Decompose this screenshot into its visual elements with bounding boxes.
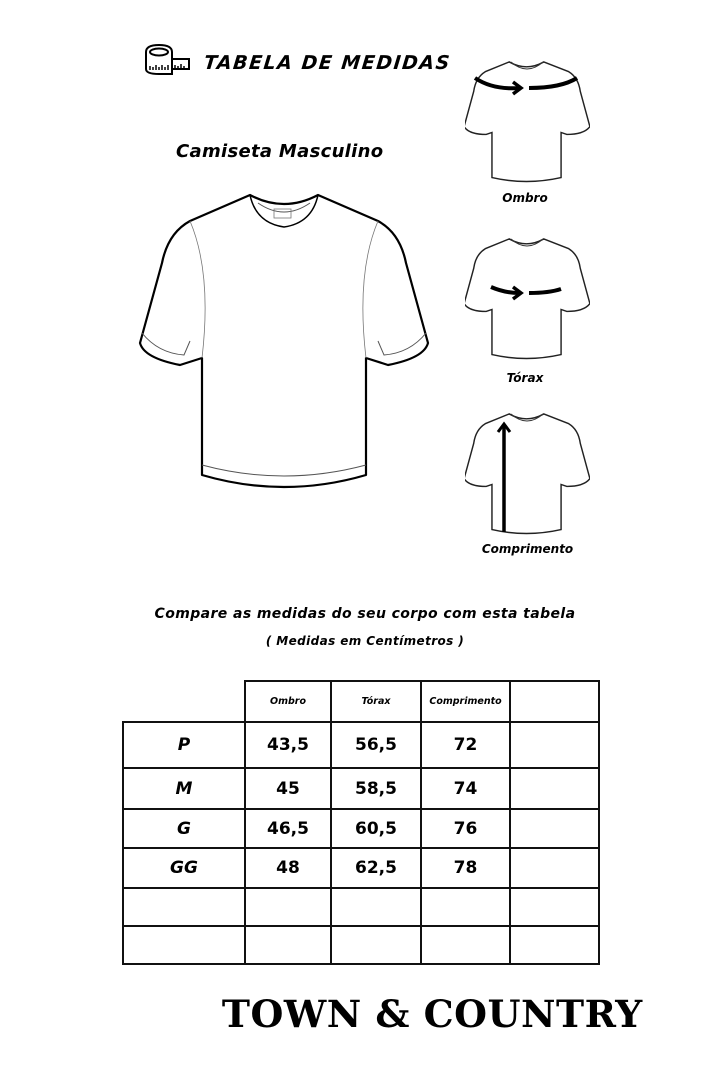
- table-row: [123, 722, 599, 768]
- table-row-empty: [123, 888, 599, 926]
- guide-label-comprimento: Comprimento: [481, 542, 574, 556]
- product-title: Camiseta Masculino: [176, 141, 384, 162]
- cell-torax: 56,5: [331, 722, 421, 768]
- size-table: [122, 680, 600, 965]
- cell-extra: [510, 768, 599, 809]
- cell-comprimento: 74: [421, 768, 510, 809]
- guide-label-torax: Tórax: [506, 371, 544, 385]
- cell-ombro: 45: [245, 768, 331, 809]
- compare-instruction: Compare as medidas do seu corpo com esta tabela: [154, 606, 576, 622]
- header-extra: [510, 681, 599, 722]
- brand-logo: TOWN & COUNTRY: [221, 992, 643, 1036]
- shoulder-measure-shirt-icon: [465, 58, 590, 183]
- cell-torax: 62,5: [331, 848, 421, 888]
- table-header-row: [123, 681, 599, 722]
- header-comprimento: Comprimento: [421, 681, 510, 722]
- tshirt-illustration: [138, 193, 430, 498]
- header-ombro: Ombro: [245, 681, 331, 722]
- table-row-empty: [123, 926, 599, 964]
- cell-torax: [331, 888, 421, 926]
- length-measure-shirt-icon: [465, 410, 590, 538]
- size-label: GG: [123, 848, 245, 888]
- guide-label-ombro: Ombro: [502, 191, 548, 205]
- cell-extra: [510, 809, 599, 848]
- cell-ombro: [245, 926, 331, 964]
- cell-comprimento: 72: [421, 722, 510, 768]
- cell-comprimento: [421, 926, 510, 964]
- cell-ombro: 48: [245, 848, 331, 888]
- size-label: P: [123, 722, 245, 768]
- cell-comprimento: [421, 888, 510, 926]
- cell-extra: [510, 722, 599, 768]
- size-label: M: [123, 768, 245, 809]
- cell-ombro: 46,5: [245, 809, 331, 848]
- cell-torax: 60,5: [331, 809, 421, 848]
- cell-extra: [510, 926, 599, 964]
- cell-torax: [331, 926, 421, 964]
- table-row: [123, 768, 599, 809]
- header-corner: [123, 681, 245, 722]
- unit-note: ( Medidas em Centímetros ): [265, 634, 465, 648]
- size-label: [123, 888, 245, 926]
- size-label: G: [123, 809, 245, 848]
- size-label: [123, 926, 245, 964]
- header-torax: Tórax: [331, 681, 421, 722]
- cell-torax: 58,5: [331, 768, 421, 809]
- table-row: [123, 848, 599, 888]
- cell-ombro: [245, 888, 331, 926]
- cell-comprimento: 76: [421, 809, 510, 848]
- page-title: TABELA DE MEDIDAS: [202, 52, 452, 74]
- cell-extra: [510, 888, 599, 926]
- cell-extra: [510, 848, 599, 888]
- cell-comprimento: 78: [421, 848, 510, 888]
- measuring-tape-icon: [142, 43, 192, 75]
- chest-measure-shirt-icon: [465, 235, 590, 363]
- table-row: [123, 809, 599, 848]
- cell-ombro: 43,5: [245, 722, 331, 768]
